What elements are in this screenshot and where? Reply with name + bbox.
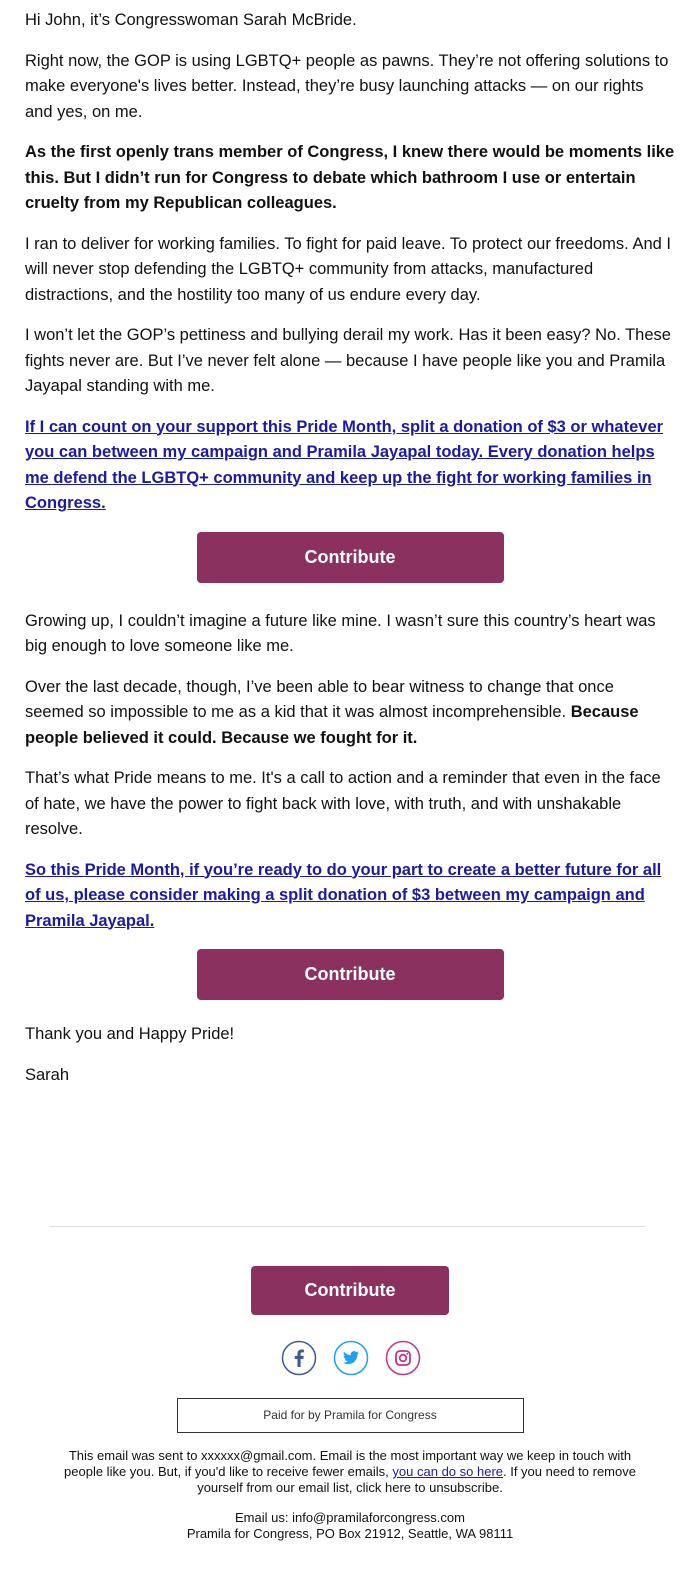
donate-link-1[interactable]: If I can count on your support this Pride Month, split a donation of $3 or whatever you can between my campaign and Pramila Jayapal today. Every donation helps me defend the LGBTQ+ community and keep up the fight for working families in Congress. <box>25 417 664 512</box>
closing: Thank you and Happy Pride! <box>25 1025 235 1043</box>
paragraph-6-bold: Because people believed it could. Because we fought for it. <box>25 703 639 747</box>
paragraph-6 <box>25 675 675 752</box>
mailing-address: Pramila for Congress, PO Box 21912, Seattle, WA 98111 <box>186 1526 514 1541</box>
social-links <box>0 1340 700 1376</box>
paragraph-4: I won’t let the GOP’s pettiness and bullying derail my work. Has it been easy? No. These fights never are. But I’ve never felt alone — because I have people like you and Pramila Jayapal standing with me. <box>25 326 671 395</box>
contribute-button-1[interactable]: Contribute <box>197 532 504 583</box>
paid-for-disclaimer: Paid for by Pramila for Congress <box>177 1398 524 1433</box>
greeting: Hi John, it’s Congresswoman Sarah McBride. <box>25 11 357 29</box>
instagram-icon[interactable] <box>385 1340 419 1374</box>
twitter-icon[interactable] <box>333 1340 367 1374</box>
paragraph-5: Growing up, I couldn’t imagine a future like mine. I wasn’t sure this country’s heart was big enough to love someone like me. <box>25 611 656 655</box>
unsubscribe-text-start: This email was sent to xxxxxx@gmail.com. Email is the most important way we keep in touch with people like you. But, if you'd like to receive fewer emails, <box>64 1448 632 1479</box>
contribute-button-footer[interactable]: Contribute <box>251 1266 449 1315</box>
email-body <box>25 8 675 1103</box>
signature: Sarah <box>25 1065 70 1084</box>
unsubscribe-text <box>50 1448 650 1496</box>
paragraph-2-bold: As the first openly trans member of Congress, I knew there would be moments like this. But I didn’t run for Congress to debate which bathroom I use or entertain cruelty from my Republican colleagues. <box>25 143 675 212</box>
contribute-button-2[interactable]: Contribute <box>197 949 504 1000</box>
paragraph-7: That’s what Pride means to me. It's a call to action and a reminder that even in the face of hate, we have the power to fight back with love, with truth, and with unshakable resolve. <box>25 769 661 838</box>
contact-info <box>0 1510 700 1542</box>
email-us: Email us: info@pramilaforcongress.com <box>235 1510 465 1525</box>
fewer-emails-link[interactable]: you can do so here <box>392 1464 503 1479</box>
paragraph-3: I ran to deliver for working families. To fight for paid leave. To protect our freedoms. And I will never stop defending the LGBTQ+ community from attacks, manufactured distractions, and the hostility too many of us endure every day. <box>25 234 671 304</box>
footer-divider <box>50 1226 645 1227</box>
paragraph-6-text: Over the last decade, though, I’ve been able to bear witness to change that once seemed so impossible to me as a kid that it was almost incomprehensible. <box>25 677 614 721</box>
footer <box>0 1266 700 1542</box>
unsubscribe-text-end: . If you need to remove yourself from our email list, click here to unsubscribe. <box>197 1464 636 1495</box>
facebook-icon[interactable] <box>281 1340 315 1374</box>
paragraph-1: Right now, the GOP is using LGBTQ+ people as pawns. They’re not offering solutions to make everyone's lives better. Instead, they’re busy launching attacks — on our rights and yes, on me. <box>25 51 669 121</box>
donate-link-2[interactable]: So this Pride Month, if you’re ready to do your part to create a better future for all of us, please consider making a split donation of $3 between my campaign and Pramila Jayapal. <box>25 860 662 930</box>
